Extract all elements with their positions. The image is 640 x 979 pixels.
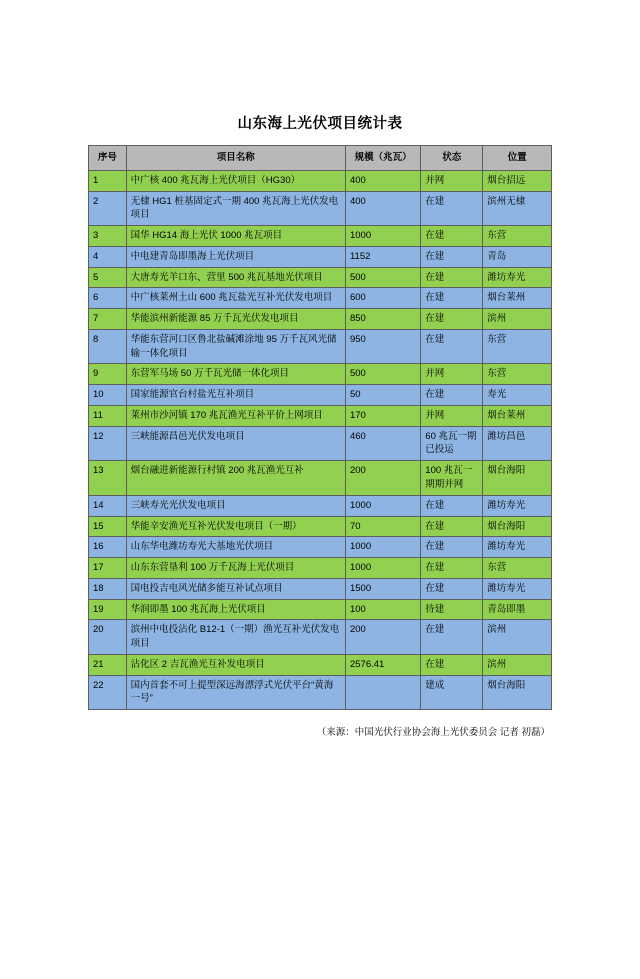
cell-project-name: 中广核 400 兆瓦海上光伏项目（HG30） — [126, 170, 345, 191]
cell-location: 潍坊寿光 — [483, 578, 552, 599]
table-row — [89, 191, 552, 226]
cell-project-name: 国电投吉电风光储多能互补试点项目 — [126, 578, 345, 599]
cell-scale: 70 — [345, 516, 420, 537]
cell-project-name: 山东华电潍坊寿光大基地光伏项目 — [126, 537, 345, 558]
cell-no: 15 — [89, 516, 127, 537]
column-header-state: 状态 — [421, 146, 483, 171]
cell-location: 潍坊寿光 — [483, 495, 552, 516]
cell-location: 烟台海阳 — [483, 675, 552, 710]
cell-state: 在建 — [421, 288, 483, 309]
cell-no: 17 — [89, 558, 127, 579]
cell-state: 在建 — [421, 329, 483, 364]
cell-no: 19 — [89, 599, 127, 620]
page-title: 山东海上光伏项目统计表 — [237, 116, 403, 132]
cell-scale: 1000 — [345, 495, 420, 516]
cell-state: 并网 — [421, 170, 483, 191]
cell-no: 1 — [89, 170, 127, 191]
cell-no: 9 — [89, 364, 127, 385]
cell-scale: 850 — [345, 309, 420, 330]
table-row — [89, 246, 552, 267]
table-row — [89, 495, 552, 516]
cell-state: 100 兆瓦一期期并网 — [421, 461, 483, 496]
cell-project-name: 东营军马场 50 万千瓦光储一体化项目 — [126, 364, 345, 385]
cell-no: 5 — [89, 267, 127, 288]
cell-no: 22 — [89, 675, 127, 710]
cell-no: 7 — [89, 309, 127, 330]
cell-state: 在建 — [421, 516, 483, 537]
cell-no: 4 — [89, 246, 127, 267]
cell-location: 烟台海阳 — [483, 461, 552, 496]
cell-scale: 460 — [345, 426, 420, 461]
cell-project-name: 三峡寿光光伏发电项目 — [126, 495, 345, 516]
offshore-pv-projects-table — [88, 145, 552, 710]
cell-location: 烟台海阳 — [483, 516, 552, 537]
table-row — [89, 288, 552, 309]
column-header-scale: 规模（兆瓦） — [345, 146, 420, 171]
table-row — [89, 516, 552, 537]
cell-project-name: 烟台融进新能源行村镇 200 兆瓦渔光互补 — [126, 461, 345, 496]
cell-state: 在建 — [421, 267, 483, 288]
cell-project-name: 中电建青岛即墨海上光伏项目 — [126, 246, 345, 267]
cell-scale: 200 — [345, 620, 420, 655]
cell-no: 10 — [89, 385, 127, 406]
cell-project-name: 滨州中电投沾化 B12-1（一期）渔光互补光伏发电项目 — [126, 620, 345, 655]
cell-project-name: 莱州市沙河镇 170 兆瓦渔光互补平价上网项目 — [126, 405, 345, 426]
cell-location: 烟台招远 — [483, 170, 552, 191]
table-row — [89, 461, 552, 496]
cell-scale: 170 — [345, 405, 420, 426]
cell-project-name: 中广核莱州土山 600 兆瓦盐光互补光伏发电项目 — [126, 288, 345, 309]
cell-no: 11 — [89, 405, 127, 426]
table-row — [89, 309, 552, 330]
table-row — [89, 578, 552, 599]
cell-project-name: 华能辛安渔光互补光伏发电项目（一期） — [126, 516, 345, 537]
cell-location: 潍坊寿光 — [483, 537, 552, 558]
cell-scale: 1000 — [345, 226, 420, 247]
table-row — [89, 364, 552, 385]
cell-location: 滨州无棣 — [483, 191, 552, 226]
cell-scale: 1152 — [345, 246, 420, 267]
cell-location: 烟台莱州 — [483, 288, 552, 309]
table-row — [89, 654, 552, 675]
cell-location: 东营 — [483, 364, 552, 385]
cell-scale: 100 — [345, 599, 420, 620]
cell-location: 东营 — [483, 329, 552, 364]
cell-no: 21 — [89, 654, 127, 675]
cell-state: 在建 — [421, 246, 483, 267]
cell-state: 建成 — [421, 675, 483, 710]
cell-no: 6 — [89, 288, 127, 309]
table-row — [89, 267, 552, 288]
cell-location: 烟台莱州 — [483, 405, 552, 426]
cell-project-name: 山东东营垦利 100 万千瓦海上光伏项目 — [126, 558, 345, 579]
table-header — [89, 146, 552, 171]
table-row — [89, 170, 552, 191]
cell-state: 在建 — [421, 558, 483, 579]
cell-state: 在建 — [421, 620, 483, 655]
cell-project-name: 国内首套不可上提型深远海漂浮式光伏平台“黄海一号” — [126, 675, 345, 710]
cell-scale: 400 — [345, 170, 420, 191]
table-row — [89, 620, 552, 655]
table-row — [89, 537, 552, 558]
cell-no: 18 — [89, 578, 127, 599]
cell-state: 待建 — [421, 599, 483, 620]
cell-scale: 1500 — [345, 578, 420, 599]
cell-location: 东营 — [483, 226, 552, 247]
cell-scale — [345, 675, 420, 710]
cell-scale: 1000 — [345, 537, 420, 558]
cell-scale: 2576.41 — [345, 654, 420, 675]
cell-no: 3 — [89, 226, 127, 247]
cell-state: 在建 — [421, 537, 483, 558]
cell-scale: 200 — [345, 461, 420, 496]
table-body — [89, 170, 552, 709]
cell-state: 并网 — [421, 364, 483, 385]
table-row — [89, 599, 552, 620]
cell-state: 在建 — [421, 654, 483, 675]
cell-scale: 500 — [345, 364, 420, 385]
cell-location: 东营 — [483, 558, 552, 579]
cell-location: 青岛即墨 — [483, 599, 552, 620]
cell-project-name: 华润即墨 100 兆瓦海上光伏项目 — [126, 599, 345, 620]
column-header-location: 位置 — [483, 146, 552, 171]
cell-state: 并网 — [421, 405, 483, 426]
cell-state: 在建 — [421, 578, 483, 599]
cell-no: 2 — [89, 191, 127, 226]
cell-state: 在建 — [421, 495, 483, 516]
cell-no: 20 — [89, 620, 127, 655]
cell-project-name: 无棣 HG1 桩基固定式一期 400 兆瓦海上光伏发电项目 — [126, 191, 345, 226]
cell-location: 滨州 — [483, 620, 552, 655]
table-row — [89, 329, 552, 364]
cell-scale: 600 — [345, 288, 420, 309]
cell-location: 潍坊寿光 — [483, 267, 552, 288]
cell-no: 16 — [89, 537, 127, 558]
column-header-no: 序号 — [89, 146, 127, 171]
cell-project-name: 华能东营河口区鲁北盐碱滩涂地 95 万千瓦风光储输一体化项目 — [126, 329, 345, 364]
cell-location: 滨州 — [483, 654, 552, 675]
cell-state: 在建 — [421, 191, 483, 226]
cell-project-name: 国华 HG14 海上光伏 1000 兆瓦项目 — [126, 226, 345, 247]
table-row — [89, 226, 552, 247]
cell-project-name: 三峡能源昌邑光伏发电项目 — [126, 426, 345, 461]
cell-project-name: 沾化区 2 吉瓦渔光互补发电项目 — [126, 654, 345, 675]
cell-no: 13 — [89, 461, 127, 496]
cell-scale: 500 — [345, 267, 420, 288]
cell-no: 8 — [89, 329, 127, 364]
cell-location: 寿光 — [483, 385, 552, 406]
table-header-row — [89, 146, 552, 171]
cell-state: 在建 — [421, 385, 483, 406]
table-row — [89, 426, 552, 461]
cell-scale: 950 — [345, 329, 420, 364]
column-header-name: 项目名称 — [126, 146, 345, 171]
cell-state: 在建 — [421, 226, 483, 247]
table-row — [89, 558, 552, 579]
document-page — [0, 112, 640, 979]
cell-location: 青岛 — [483, 246, 552, 267]
table-row — [89, 385, 552, 406]
cell-project-name: 大唐寿光羊口东、营里 500 兆瓦基地光伏项目 — [126, 267, 345, 288]
source-note: （来源：中国光伏行业协会海上光伏委员会 记者 初磊） — [316, 727, 550, 739]
cell-scale: 1000 — [345, 558, 420, 579]
cell-state: 60 兆瓦一期已投运 — [421, 426, 483, 461]
cell-scale: 50 — [345, 385, 420, 406]
cell-state: 在建 — [421, 309, 483, 330]
cell-scale: 400 — [345, 191, 420, 226]
table-row — [89, 405, 552, 426]
cell-no: 14 — [89, 495, 127, 516]
cell-no: 12 — [89, 426, 127, 461]
cell-location: 滨州 — [483, 309, 552, 330]
table-row — [89, 675, 552, 710]
cell-location: 潍坊昌邑 — [483, 426, 552, 461]
cell-project-name: 华能滨州新能源 85 万千瓦光伏发电项目 — [126, 309, 345, 330]
cell-project-name: 国家能源官台村盐光互补项目 — [126, 385, 345, 406]
